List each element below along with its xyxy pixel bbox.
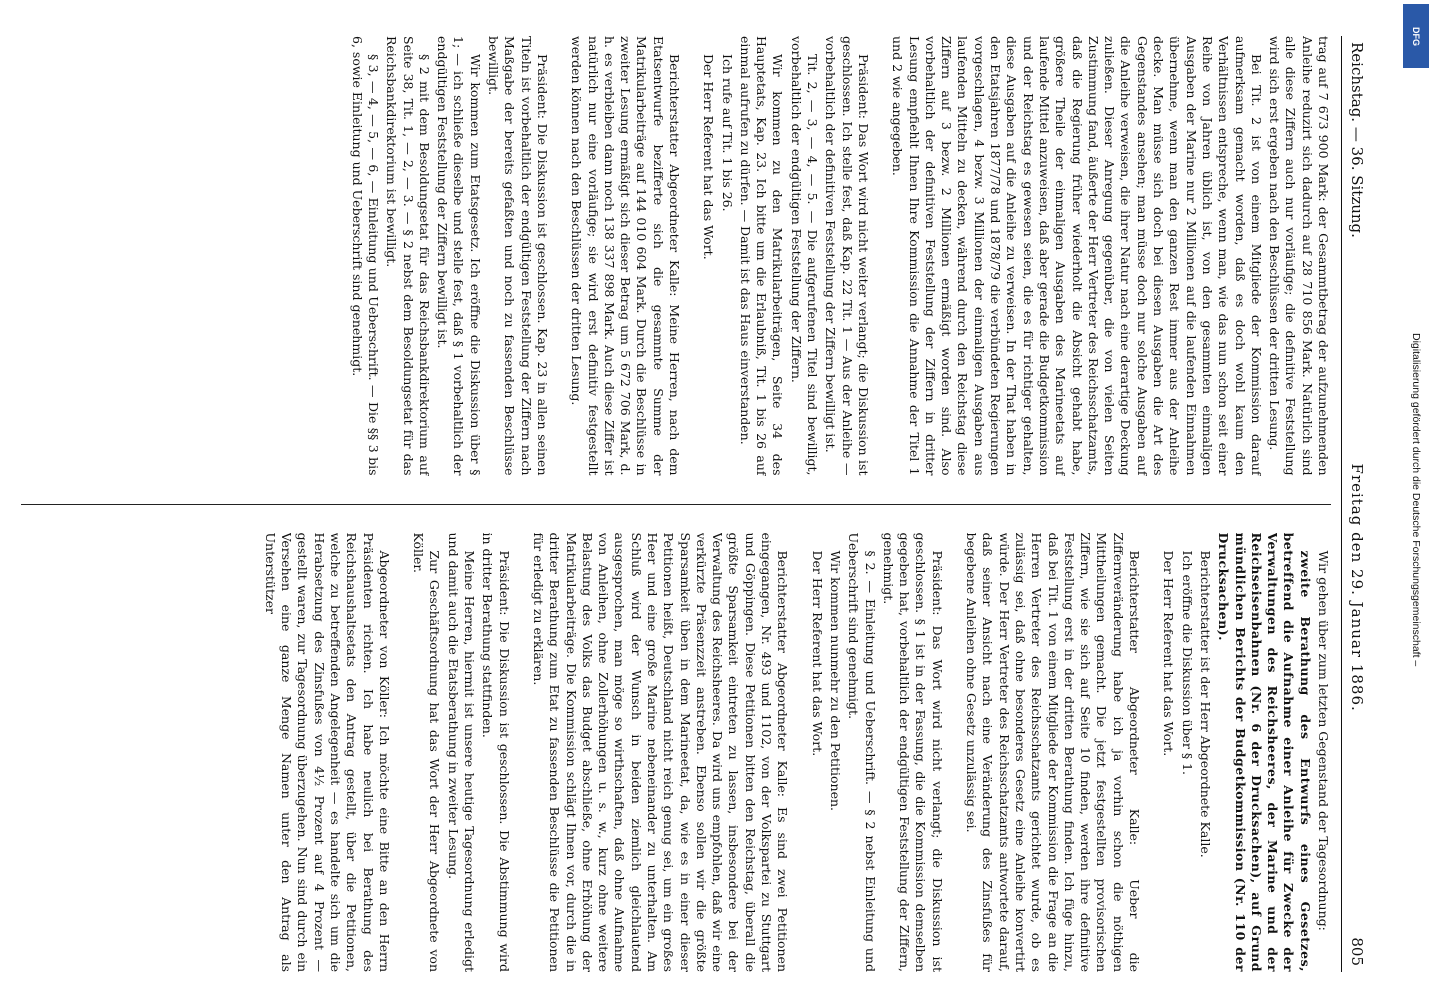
dfg-logo-text: DFG: [1411, 26, 1421, 46]
paragraph: Wir kommen zum Etatsgesetz. Ich eröffne die Diskussion über § 1; — ich schließe dieselbe und stelle fest, daß § 1 vorbehaltlich der endgültigen Feststellung der Ziffern bewilligt ist.: [435, 36, 483, 476]
digitization-note-text: Digitalisierung gefördert durch die Deutsche Forschungsgemeinschaft –: [1410, 333, 1422, 667]
paragraph: Berichterstatter Abgeordneter Kalle: Es sind zwei Petitionen eingegangen, Nr. 493 und 1102, von der Volkspartei zu Stuttgart und Göppingen. Diese Petitionen bitten den Reichstag, überall die größte Sparsamkeit eintreten zu lassen, insbesondere bei der Verwaltung des Reichsheeres. Da wird uns empfohlen, daß wir eine verkürzte Präsenzzeit anstreben. Ebenso sollen wir die größte Sparsamkeit üben in dem Marineetat, da, wie es in einer dieser Petitionen heißt, Deutschland nicht reich genug sei, um ein großes Heer und eine große Marine nebeneinander zu unterhalten. Am Schluß wird der Wunsch in beiden ziemlich gleichlautend ausgesprochen, man möge so wirthschaften, daß ohne Aufnahme von Anleihen, ohne Zollerhöhungen u. s. w., kurz ohne weitere Belastung des Volks das Budget abschließe, ohne Erhöhung der Matrikularbeiträge. Die Kommission schlägt Ihnen vor, durch die in dritter Berathung zum Etat zu fassenden Beschlüsse die Petitionen für erledigt zu erklären.: [530, 532, 791, 972]
paragraph: Der Herr Referent hat das Wort.: [809, 550, 825, 757]
page-header: [1342, 36, 1366, 972]
paragraph: Tit. 2, — 3, — 4, — 5. — Die aufgerufenen Titel sind bewilligt, vorbehaltlich der endgültigen Feststellung der Ziffern.: [788, 36, 821, 476]
header-session: Reichstag. — 36. Sitzung.: [1348, 42, 1366, 238]
paragraph: Berichterstatter ist der Herr Abgeordnete Kalle.: [1197, 550, 1213, 858]
paragraph: § 3, — 4, — 5, — 6, — Einleitung und Ueberschrift. — Die §§ 3 bis 6, sowie Einleitung und Ueberschrift sind genehmigt.: [349, 36, 381, 476]
paragraph: Der Herr Referent hat das Wort.: [1161, 550, 1177, 757]
right-column: [21, 533, 1331, 973]
agenda-item: zweite Berathung des Entwurfs eines Gesetzes, betreffend die Aufnahme einer Anleihe für Zwecke der Verwaltungen des Reichsheeres, der Marine und der Reichseisenbahnen (Nr. 6 der Drucksachen), auf Grund mündlichen Berichts der Budgetkommission (Nr. 110 der Drucksachen).: [1216, 532, 1313, 972]
paragraph: Bei Tit. 2 ist von einem Mitgliede der Kommission darauf aufmerksam gemacht worden, daß es doch wohl kaum den Verhältnissen entspreche, wenn man, wie das nun schon seit einer Reihe von Jahren üblich ist, von den gesammten einmaligen Ausgaben der Marine nur 2 Millionen auf die laufenden Einnahmen übernehme, wenn man den ganzen Rest immer aus der Anleihe decke. Man müsse sich doch bei diesen Ausgaben die Art des Gegenstandes ansehen; man müsse doch nur solche Ausgaben auf die Anleihe verweisen, die ihrer Natur nach eine derartige Deckung zuließen. Dieser Anregung gegenüber, die von vielen Seiten Zustimmung fand, äußerte der Herr Vertreter des Reichsschatzamts, daß die Regierung früher wiederholt die Absicht gehabt habe, größere Theile der einmaligen Ausgaben des Marineetats auf laufende Mittel anzuweisen, daß aber gerade die Budgetkommission und der Reichstag es gewesen seien, die es für richtiger gehalten, diese Ausgaben auf die Anleihe zu verweisen. In der That haben in den Etatsjahren 1877/78 und 1878/79 die verbündeten Regierungen vorgeschlagen, 4 bezw. 3 Millionen der einmaligen Ausgaben aus laufenden Mitteln zu decken, während durch den Reichstag diese Ziffern auf 3 bezw. 2 Millionen ermäßigt worden sind. Also vorbehaltlich der definitiven Feststellung der Ziffern in dritter Lesung empfiehlt Ihnen Ihre Kommission die Annahme der Titel 1 und 2 wie angegeben.: [890, 36, 1264, 476]
left-column: [21, 36, 1331, 476]
paragraph: Zur Geschäftsordnung hat das Wort der Herr Abgeordnete von Köller.: [411, 532, 443, 972]
header-rule: [1341, 36, 1342, 972]
paragraph: Wir kommen zu den Matrikularbeiträgen, Seite 34 des Hauptetats, Kap. 23. Ich bitte um die Erlaubniß, Tit. 1 bis 26 auf einmal aufrufen zu dürfen. — Damit ist das Haus einverstanden.: [737, 36, 786, 476]
text-columns: [21, 36, 1331, 972]
paragraph: Präsident: Die Diskussion ist geschlossen. Kap. 23 in allen seinen Titeln ist vorbehaltlich der endgültigen Feststellung der Ziffern nach Maßgabe der bereits gefaßten und noch zu fassenden Beschlüsse bewilligt.: [486, 36, 550, 476]
paragraph: trag auf 7 673 900 Mark: der Gesammtbetrag der aufzunehmenden Anleihe reduzirt sich dadurch auf 28 710 856 Mark. Natürlich sind alle diese Ziffern auch nur vorläufige; die definitive Feststellung wird sich erst ergeben nach den Beschlüssen der dritten Lesung.: [1267, 36, 1331, 476]
dfg-logo: [1403, 4, 1429, 68]
header-date: Freitag den 29. Januar 1886.: [1348, 463, 1366, 712]
page-number: 805: [1348, 937, 1366, 966]
paragraph: Ich rufe auf Tit. 1 bis 26.: [719, 54, 735, 212]
paragraph: Präsident: Das Wort wird nicht verlangt; die Diskussion ist geschlossen. § 1 ist in der Fassung, die die Kommission demselben gegeben hat, vorbehaltlich der endgültigen Feststellung der Ziffern, genehmigt.: [880, 532, 945, 972]
paragraph: § 2 mit dem Besoldungsetat für das Reichsbankdirektorium auf Seite 38, Tit. 1, — 2, — 3. — § 2 nebst dem Besoldungsetat für das Reichsbankdirektorium ist bewilligt.: [384, 36, 432, 476]
paragraph: Meine Herren, hiermit ist unsere heutige Tagesordnung erledigt und damit auch die Etatsberathung in zweiter Lesung.: [445, 532, 478, 972]
paragraph: Ich eröffne die Diskussion über § 1.: [1179, 550, 1195, 776]
column-divider: [21, 504, 1331, 505]
paragraph: Präsident: Die Diskussion ist geschlossen. Die Abstimmung wird in dritter Berathung stattfinden.: [480, 532, 512, 972]
paragraph: § 2. — Einleitung und Ueberschrift. — § 2 nebst Einleitung und Ueberschrift sind genehmigt.: [846, 532, 878, 972]
paragraph: Abgeordneter von Köller: Ich möchte eine Bitte an den Herrn Präsidenten richten. Ich habe neulich bei Berathung des Reichshaushaltsetats den Antrag gestellt, über die Petitionen, welche zu betreffenden Angelegenheit — es handelte sich um die Herabsetzung des Zinsfußes von 4½ Prozent auf 4 Prozent — gestellt waren, zur Tagesordnung überzugehen. Nun sind durch ein Versehen eine ganze Menge Namen unter den Antrag als Unterstützer: [262, 532, 392, 972]
paragraph: Wir gehen über zum letzten Gegenstand der Tagesordnung:: [1316, 550, 1331, 931]
paragraph: Präsident: Das Wort wird nicht weiter verlangt; die Diskussion ist geschlossen. Ich stelle fest, daß Kap. 22 Tit. 1 — Aus der Anleihe — vorbehaltlich der definitiven Feststellung der Ziffern bewilligt ist.: [823, 36, 871, 476]
paragraph: Berichterstatter Abgeordneter Kalle: Ueber die Ziffernveränderung habe ich ja vorhin schon die nöthigen Mittheilungen gemacht. Die jetzt festgestellten provisorischen Ziffern, wie sie sich auf Seite 10 finden, werden ihre definitive Feststellung erst in der dritten Berathung finden. Ich füge hinzu, daß bei Tit. 1 von einem Mitgliede der Kommission die Frage an die Herren Vertreter des Reichsschatzamts gerichtet wurde, ob es zulässig sei, daß ohne besonderes Gesetz eine Anleihe konvertirt würde. Der Herr Vertreter des Reichsschatzamts antwortete darauf, daß seiner Ansicht nach eine Veränderung des Zinsfußes für begebene Anleihen ohne Gesetz unzulässig sei.: [964, 532, 1143, 972]
paragraph: Berichterstatter Abgeordneter Kalle: Meine Herren, nach dem Etatsentwurfe bezifferte sich die gesammte Summe der Matrikularbeiträge auf 144 010 604 Mark. Durch die Beschlüsse in zweiter Lesung ermäßigt sich dieser Betrag um 5 672 706 Mark, d. h. es verbleiben dann noch 138 337 898 Mark. Auch diese Ziffer ist natürlich nur eine vorläufige; sie wird erst definitiv festgestellt werden können nach den Beschlüssen der dritten Lesung.: [569, 36, 683, 476]
paragraph: Der Herr Referent hat das Wort.: [701, 54, 717, 260]
paragraph: Wir kommen nunmehr zu den Petitionen.: [827, 550, 843, 812]
digitization-note: [1406, 0, 1426, 1000]
